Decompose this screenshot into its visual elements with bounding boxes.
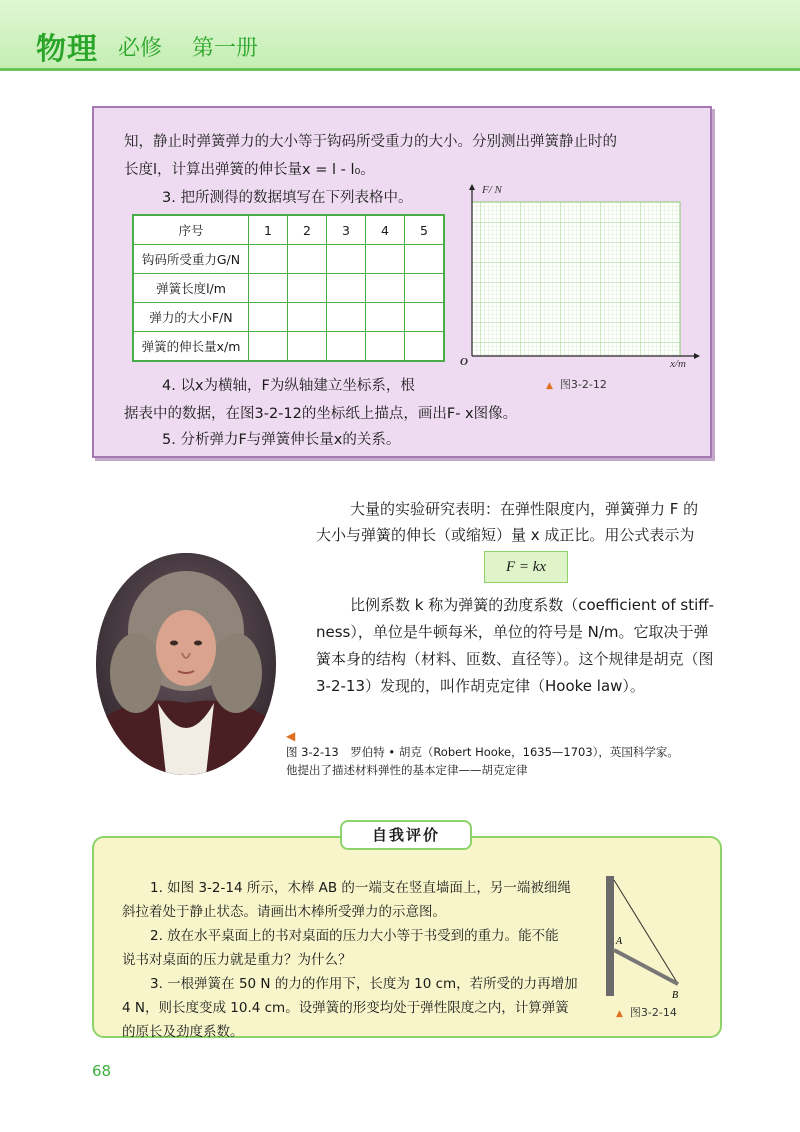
table-cell bbox=[366, 245, 405, 274]
activity-line-3: 3. 把所测得的数据填写在下列表格中。 bbox=[162, 190, 413, 206]
figure-caption-3-2-12 bbox=[546, 376, 607, 392]
table-cell bbox=[327, 303, 366, 332]
q1-line2: 斜拉着处于静止状态。请画出木棒所受弹力的示意图。 bbox=[122, 904, 446, 920]
self-evaluation-title: 自我评价 bbox=[340, 820, 472, 850]
table-col-2: 2 bbox=[288, 215, 327, 245]
graph-paper-figure bbox=[460, 182, 700, 382]
table-cell bbox=[327, 245, 366, 274]
q2-line1: 2. 放在水平桌面上的书对桌面的压力大小等于书受到的重力。能不能 bbox=[150, 928, 559, 944]
x-axis-label: x/m bbox=[670, 358, 686, 370]
q1-line1: 1. 如图 3-2-14 所示，木棒 AB 的一端支在竖直墙面上，另一端被细绳 bbox=[150, 880, 571, 896]
caption-marker-icon: ▲ bbox=[546, 381, 553, 391]
main-p2-line3: 簧本身的结构（材料、匝数、直径等）。这个规律是胡克（图 bbox=[316, 650, 714, 668]
caption-pointer-icon: ◀ bbox=[286, 729, 296, 743]
table-cell bbox=[249, 245, 288, 274]
table-row-label: 钩码所受重力G/N bbox=[133, 245, 249, 274]
table-cell bbox=[288, 274, 327, 303]
activity-line-4: 4. 以x为横轴，F为纵轴建立坐标系，根 bbox=[162, 378, 415, 394]
table-header-row bbox=[133, 215, 444, 245]
activity-line-5: 据表中的数据，在图3-2-12的坐标纸上描点，画出F- x图像。 bbox=[124, 406, 518, 422]
self-evaluation-box bbox=[92, 836, 722, 1038]
subject-subtitle: 必修 bbox=[118, 36, 163, 61]
activity-line-1: 知，静止时弹簧弹力的大小等于钩码所受重力的大小。分别测出弹簧静止时的 bbox=[124, 134, 617, 150]
table-cell bbox=[366, 332, 405, 362]
table-cell bbox=[405, 303, 445, 332]
table-cell bbox=[249, 303, 288, 332]
figure-caption-3-2-14 bbox=[616, 1004, 677, 1020]
page-number: 68 bbox=[92, 1062, 112, 1080]
table-header-label: 序号 bbox=[133, 215, 249, 245]
table-cell bbox=[288, 303, 327, 332]
table-row bbox=[133, 332, 444, 362]
y-axis-label: F/ N bbox=[482, 184, 502, 196]
table-cell bbox=[249, 332, 288, 362]
caption-text: 图3-2-12 bbox=[559, 378, 607, 391]
portrait-svg bbox=[96, 553, 276, 775]
data-table bbox=[132, 214, 445, 362]
table-row bbox=[133, 245, 444, 274]
table-cell bbox=[327, 274, 366, 303]
main-p2-line4: 3-2-13）发现的，叫作胡克定律（Hooke law）。 bbox=[316, 677, 645, 695]
table-col-1: 1 bbox=[249, 215, 288, 245]
portrait-caption-line2: 他提出了描述材料弹性的基本定律——胡克定律 bbox=[286, 763, 528, 777]
table-cell bbox=[405, 332, 445, 362]
hooke-portrait bbox=[96, 553, 276, 775]
table-col-3: 3 bbox=[327, 215, 366, 245]
subject-title: 物理 bbox=[36, 32, 98, 67]
hooke-formula: F = kx bbox=[484, 551, 568, 583]
q3-line2: 4 N，则长度变成 10.4 cm。设弹簧的形变均处于弹性限度之内，计算弹簧 bbox=[122, 1000, 569, 1016]
main-p1-line2: 大小与弹簧的伸长（或缩短）量 x 成正比。用公式表示为 bbox=[316, 526, 695, 544]
table-row-label: 弹力的大小F/N bbox=[133, 303, 249, 332]
table-row bbox=[133, 274, 444, 303]
table-cell bbox=[288, 245, 327, 274]
caption-marker-icon: ▲ bbox=[616, 1009, 623, 1019]
activity-box bbox=[92, 106, 712, 458]
table-row-label: 弹簧的伸长量x/m bbox=[133, 332, 249, 362]
q2-line2: 说书对桌面的压力就是重力？为什么？ bbox=[122, 952, 352, 968]
table-cell bbox=[249, 274, 288, 303]
table-col-4: 4 bbox=[366, 215, 405, 245]
table-cell bbox=[405, 245, 445, 274]
portrait-caption-line1: 图 3-2-13 罗伯特 • 胡克（Robert Hooke，1635—1703），英国科学家。 bbox=[286, 745, 679, 759]
activity-line-2: 长度l，计算出弹簧的伸长量x = l - l₀。 bbox=[124, 162, 375, 178]
page-header bbox=[0, 0, 800, 71]
graph-paper-svg bbox=[460, 182, 700, 382]
table-cell bbox=[288, 332, 327, 362]
q3-line3: 的原长及劲度系数。 bbox=[122, 1024, 244, 1040]
point-b-label: B bbox=[672, 990, 679, 1001]
caption-text: 图3-2-14 bbox=[629, 1006, 677, 1019]
table-cell bbox=[366, 303, 405, 332]
table-row bbox=[133, 303, 444, 332]
rod-wall-figure bbox=[602, 872, 692, 1002]
book-volume: 第一册 bbox=[192, 36, 259, 61]
activity-line-6: 5. 分析弹力F与弹簧伸长量x的关系。 bbox=[162, 432, 401, 448]
table-row-label: 弹簧长度l/m bbox=[133, 274, 249, 303]
table-cell bbox=[327, 332, 366, 362]
origin-label: O bbox=[460, 356, 468, 368]
table-cell bbox=[405, 274, 445, 303]
point-a-label: A bbox=[616, 936, 623, 947]
q3-line1: 3. 一根弹簧在 50 N 的力的作用下，长度为 10 cm，若所受的力再增加 bbox=[150, 976, 578, 992]
main-p1-line1: 大量的实验研究表明：在弹性限度内，弹簧弹力 F 的 bbox=[350, 500, 699, 518]
main-p2-line2: ness），单位是牛顿每米，单位的符号是 N/m。它取决于弹 bbox=[316, 623, 709, 641]
table-cell bbox=[366, 274, 405, 303]
main-p2-line1: 比例系数 k 称为弹簧的劲度系数（coefficient of stiff- bbox=[350, 596, 715, 614]
table-col-5: 5 bbox=[405, 215, 445, 245]
